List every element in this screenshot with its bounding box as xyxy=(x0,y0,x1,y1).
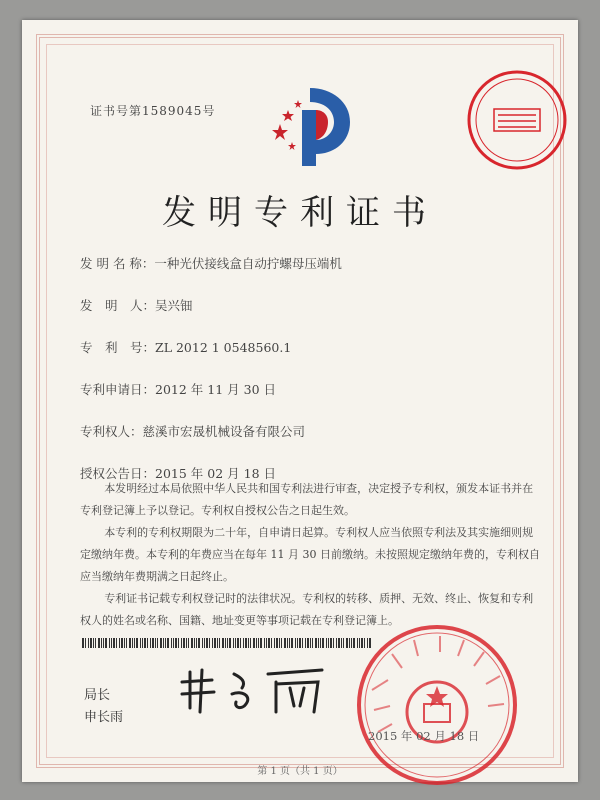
field-value: 2015 年 02 月 18 日 xyxy=(155,466,277,481)
certificate-body xyxy=(80,478,540,632)
field-application-date xyxy=(80,380,276,398)
certificate-number: 证书号第1589045号 xyxy=(90,104,216,118)
certificate-paper xyxy=(22,20,578,782)
director-name: 申长雨 xyxy=(84,710,124,725)
patent-office-logo xyxy=(272,80,362,170)
field-inventor xyxy=(80,296,193,314)
body-paragraph: 专利证书记载专利权登记时的法律状况。专利权的转移、质押、无效、终止、恢复和专利权人的姓名或名称、国籍、地址变更等事项记载在专利登记簿上。 xyxy=(80,592,534,627)
director-signature xyxy=(172,660,342,720)
field-label: 专利权人： xyxy=(80,424,143,439)
certificate-title: 发明专利证书 xyxy=(162,193,438,233)
director-title: 局长 xyxy=(84,688,111,703)
page-number: 第 1 页（共 1 页） xyxy=(257,766,343,777)
field-value: 2012 年 11 月 30 日 xyxy=(155,382,277,397)
body-paragraph: 本专利的专利权期限为二十年，自申请日起算。专利权人应当依照专利法及其实施细则规定缴纳年费。本专利的年费应当在每年 11 月 30 日前缴纳。未按照规定缴纳年费的，专利权自应当缴纳年费期满之日起终止。 xyxy=(80,526,540,583)
barcode xyxy=(82,638,372,648)
field-patent-number xyxy=(80,338,291,356)
field-value: 一种光伏接线盒自动拧螺母压端机 xyxy=(154,256,342,271)
field-label: 授权公告日： xyxy=(80,466,156,481)
field-patentee xyxy=(80,422,305,440)
field-label: 专利申请日： xyxy=(80,382,156,397)
issue-date: 2015 年 02 月 18 日 xyxy=(368,729,480,743)
field-label: 发 明 人： xyxy=(80,298,156,313)
field-invention-name xyxy=(80,254,342,272)
field-value: ZL 2012 1 0548560.1 xyxy=(155,340,292,355)
field-label: 发 明 名 称： xyxy=(80,256,155,271)
body-paragraph: 本发明经过本局依照中华人民共和国专利法进行审查，决定授予专利权，颁发本证书并在专利登记簿上予以登记。专利权自授权公告之日起生效。 xyxy=(80,482,534,517)
top-red-stamp xyxy=(462,65,572,175)
field-label: 专 利 号： xyxy=(80,340,156,355)
field-value: 吴兴钿 xyxy=(155,298,193,313)
field-value: 慈溪市宏晟机械设备有限公司 xyxy=(142,424,306,439)
